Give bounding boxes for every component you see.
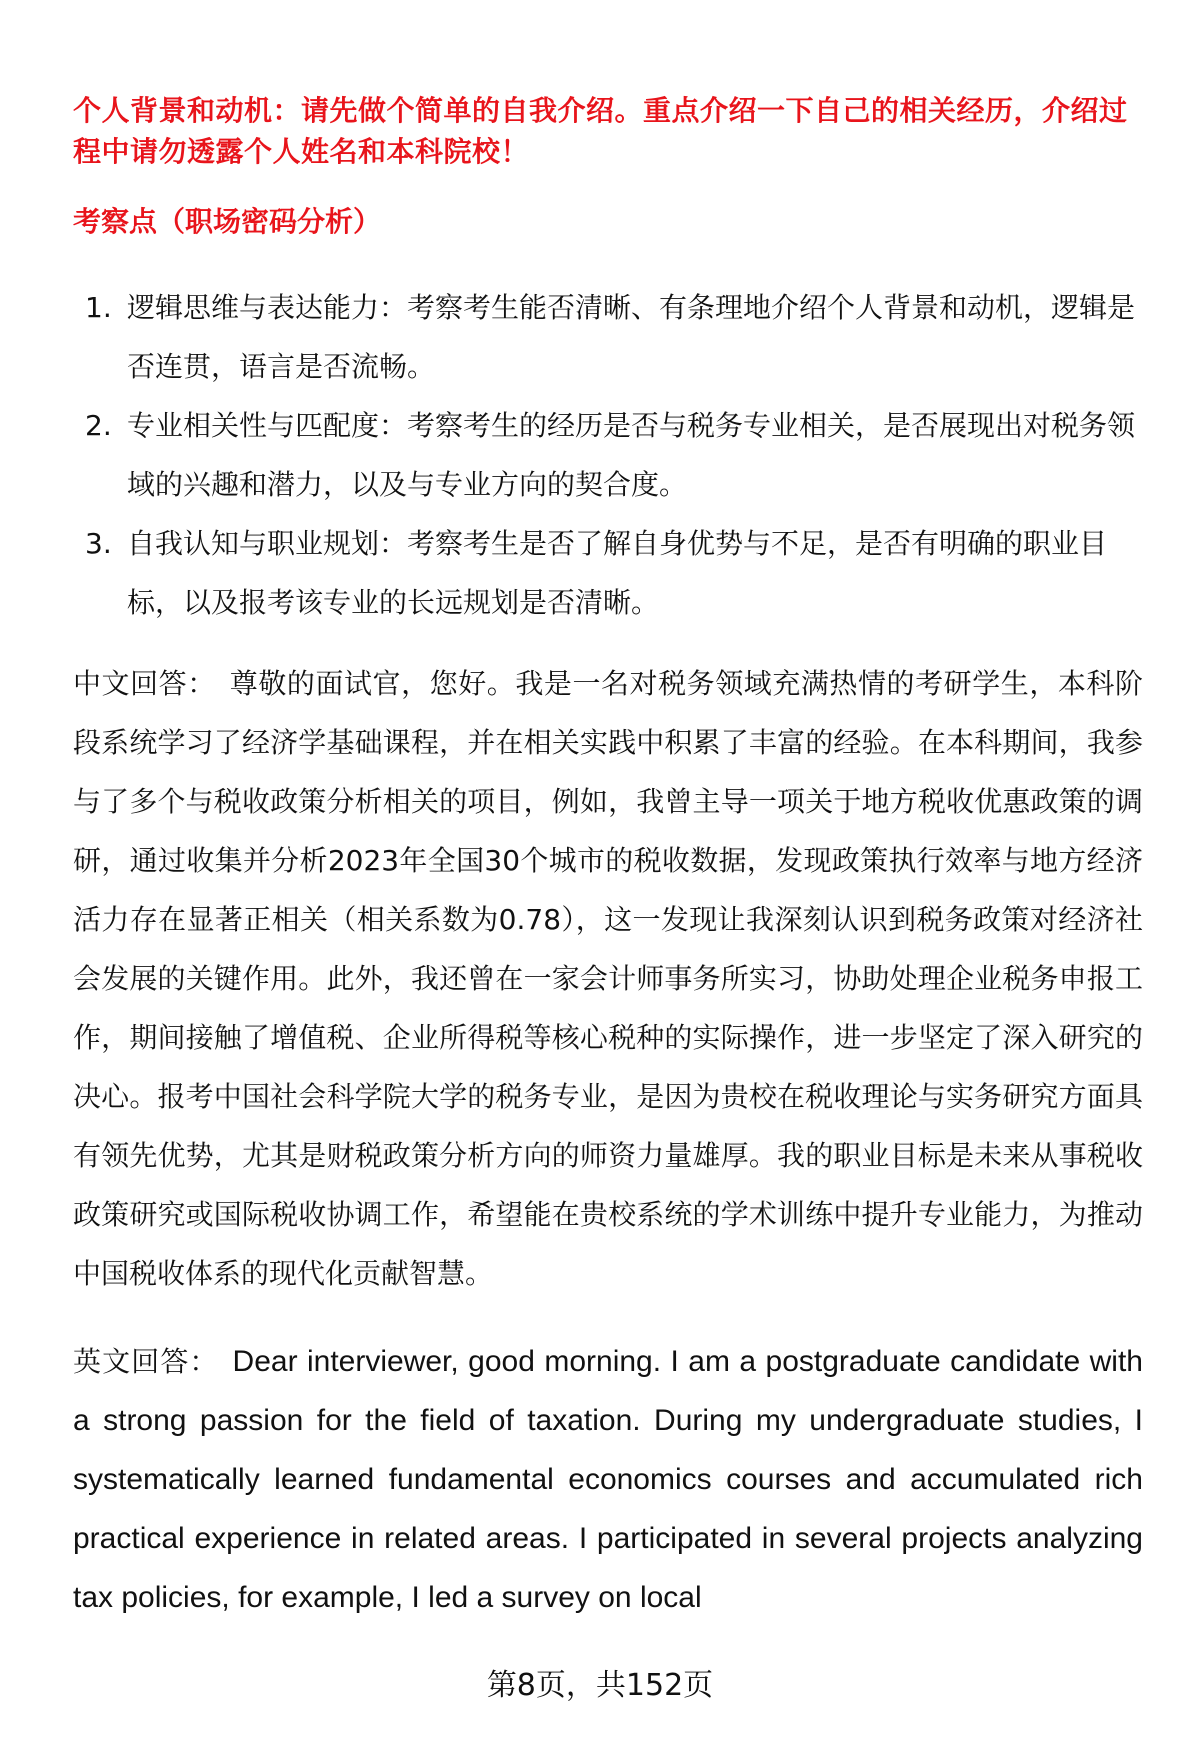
list-text: 逻辑思维与表达能力：考察考生能否清晰、有条理地介绍个人背景和动机，逻辑是否连贯，语言是否流畅。: [127, 291, 1136, 383]
english-answer-label: 英文回答：: [73, 1345, 219, 1378]
list-item: [73, 278, 1138, 396]
list-number: 2.: [85, 409, 112, 442]
list-item: [73, 514, 1138, 632]
section-heading: 考察点（职场密码分析）: [73, 205, 382, 238]
english-answer-text: Dear interviewer, good morning. I am a postgraduate candidate with a strong passion for the field of taxation. During my undergraduate studies, I systematically learned fundamental economics courses and accumulated rich practical experience in related areas. I participated in several projects analyzing tax policies, for example, I led a survey on local: [73, 1345, 1143, 1614]
list-text: 专业相关性与匹配度：考察考生的经历是否与税务专业相关，是否展现出对税务领域的兴趣和潜力，以及与专业方向的契合度。: [127, 409, 1136, 501]
assessment-points-list: [73, 278, 1138, 632]
chinese-answer: [73, 654, 1143, 1303]
page-number: 第8页，共152页: [486, 1668, 714, 1703]
list-text: 自我认知与职业规划：考察考生是否了解自身优势与不足，是否有明确的职业目标，以及报考该专业的长远规划是否清晰。: [127, 527, 1108, 619]
chinese-answer-label: 中文回答：: [73, 667, 216, 700]
list-item: [73, 396, 1138, 514]
list-number: 3.: [85, 527, 112, 560]
english-answer: [73, 1332, 1143, 1627]
question-title: 个人背景和动机：请先做个简单的自我介绍。重点介绍一下自己的相关经历，介绍过程中请勿透露个人姓名和本科院校！: [73, 94, 1128, 168]
list-number: 1.: [85, 291, 112, 324]
chinese-answer-text: 尊敬的面试官，您好。我是一名对税务领域充满热情的考研学生，本科阶段系统学习了经济学基础课程，并在相关实践中积累了丰富的经验。在本科期间，我参与了多个与税收政策分析相关的项目，例如，我曾主导一项关于地方税收优惠政策的调研，通过收集并分析2023年全国30个城市的税收数据，发现政策执行效率与地方经济活力存在显著正相关（相关系数为0.78），这一发现让我深刻认识到税务政策对经济社会发展的关键作用。此外，我还曾在一家会计师事务所实习，协助处理企业税务申报工作，期间接触了增值税、企业所得税等核心税种的实际操作，进一步坚定了深入研究的决心。报考中国社会科学院大学的税务专业，是因为贵校在税收理论与实务研究方面具有领先优势，尤其是财税政策分析方向的师资力量雄厚。我的职业目标是未来从事税收政策研究或国际税收协调工作，希望能在贵校系统的学术训练中提升专业能力，为推动中国税收体系的现代化贡献智慧。: [73, 667, 1143, 1290]
